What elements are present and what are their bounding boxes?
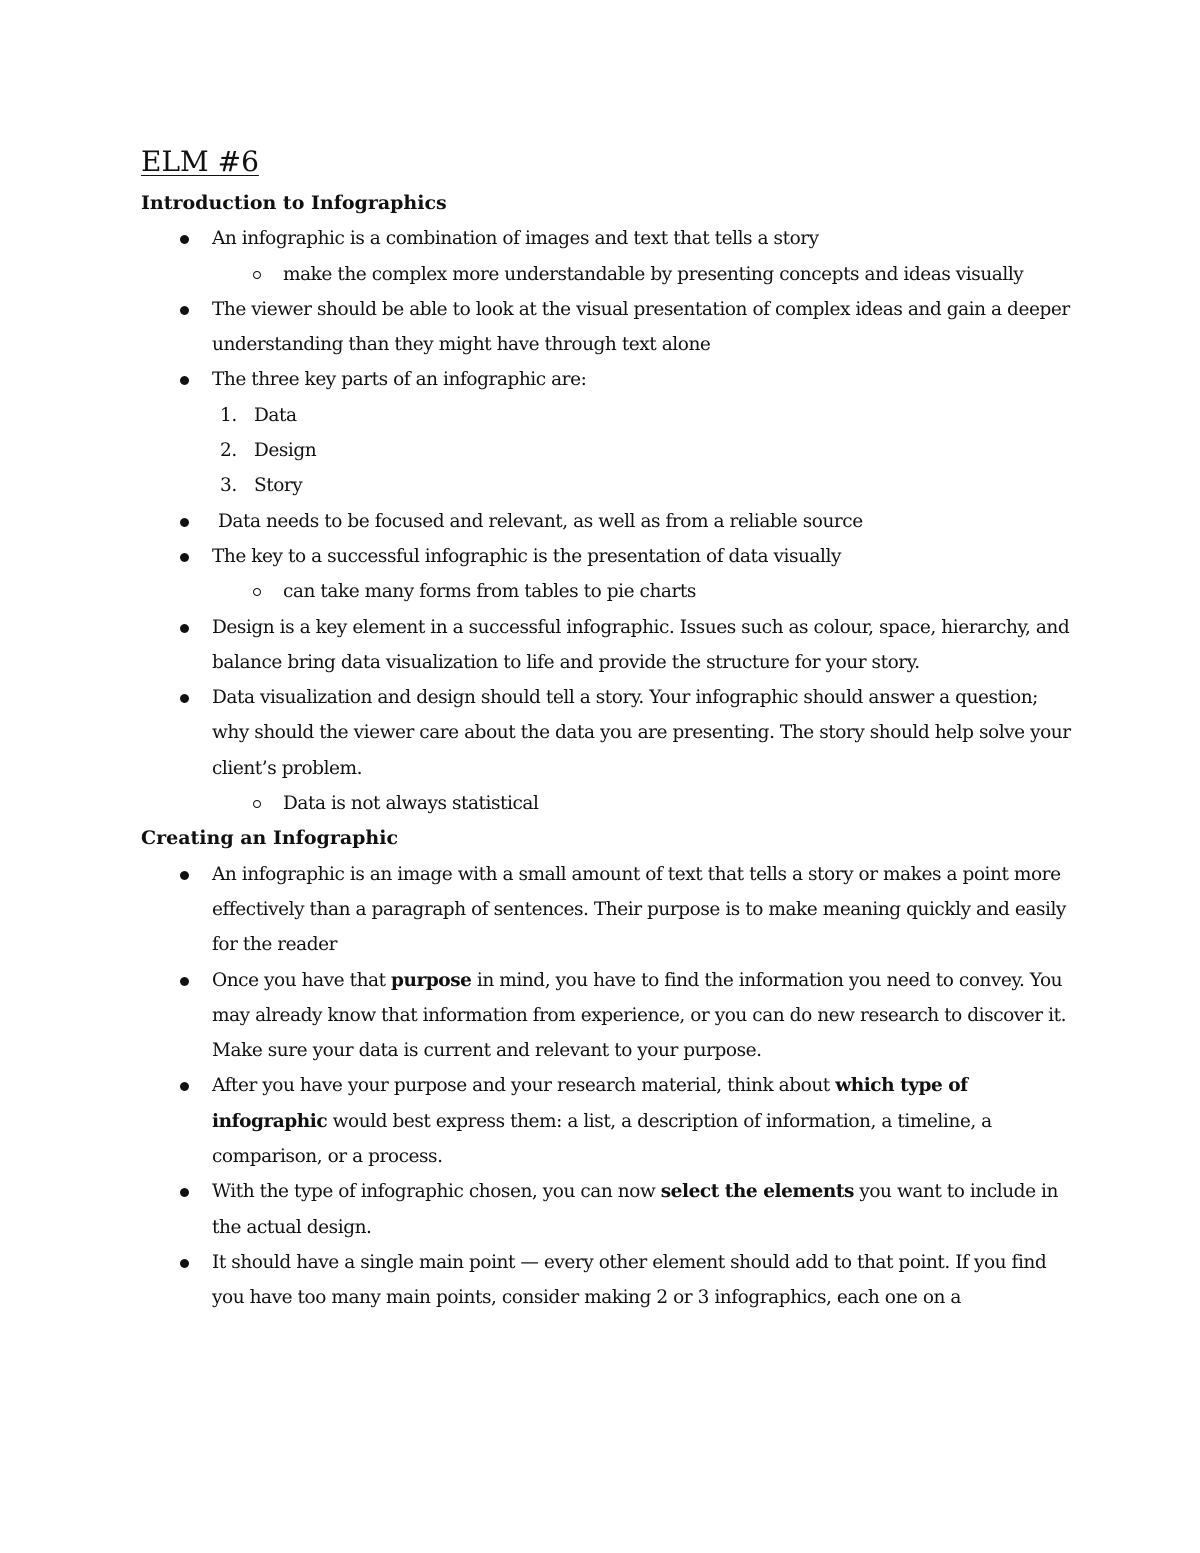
bullet-item [141, 539, 1071, 610]
list-label: Story [254, 475, 303, 497]
bullet-text: An infographic is a combination of images and text that tells a story [212, 228, 819, 250]
bullet-dot-icon [180, 871, 189, 880]
bullet-text: Design is a key element in a successful infographic. Issues such as colour, space, hierarchy, and balance bring data visualization to life and provide the structure for your story. [212, 616, 1070, 673]
bullet-dot-icon [180, 235, 189, 244]
bullet-text: The three key parts of an infographic are: [212, 369, 587, 391]
bullet-item [141, 610, 1071, 681]
bullet-dot-icon [180, 1188, 189, 1197]
bullet-dot-icon [180, 553, 189, 562]
list-label: Design [254, 440, 317, 462]
sub-bullet-item [212, 786, 1071, 821]
sub-bullet-list [212, 786, 1071, 821]
bullet-dot-icon [180, 624, 189, 633]
bullet-text-end: in mind, you have to find the information you need to convey. You may already know that information from experience, or you can do new research to discover it. Make sure your data is current and relevant to your purpose. [212, 969, 1067, 1062]
bullet-text-start: With the type of infographic chosen, you can now [212, 1181, 661, 1203]
circle-bullet-icon [253, 271, 261, 279]
bullet-text: The viewer should be able to look at the visual presentation of complex ideas and gain a deeper understanding than they might have through text alone [212, 298, 1070, 356]
bullet-item [141, 292, 1071, 363]
bullet-item [141, 1174, 1071, 1245]
introduction-bullet-list [141, 221, 1071, 821]
document-body [141, 142, 1071, 1316]
bullet-item [141, 362, 1071, 503]
bullet-dot-icon [180, 694, 189, 703]
sub-bullet-item [212, 574, 1071, 609]
bullet-dot-icon [180, 977, 189, 986]
list-number: 1. [220, 404, 237, 426]
bullet-item [141, 1245, 1071, 1316]
bullet-bold-term: select the elements [660, 1181, 854, 1203]
bullet-dot-icon [180, 1082, 189, 1091]
bullet-text: It should have a single main point — every other element should add to that point. If you find you have too many main points, consider making 2 or 3 infographics, each one on a [212, 1251, 1047, 1309]
bullet-item [141, 504, 1071, 539]
bullet-text: Data visualization and design should tell a story. Your infographic should answer a question; why should the viewer care about the data you are presenting. The story should help solve your client’s problem. [212, 687, 1071, 779]
document-title: ELM #6 [141, 145, 259, 178]
sub-bullet-text: Data is not always statistical [283, 793, 539, 815]
circle-bullet-icon [253, 588, 261, 596]
bullet-item [141, 857, 1071, 963]
sub-bullet-item [212, 257, 1071, 292]
bullet-dot-icon [180, 1259, 189, 1268]
numbered-item-story [212, 468, 1071, 503]
circle-bullet-icon [253, 800, 261, 808]
bullet-text-start: Once you have that [212, 969, 392, 991]
bullet-item [141, 680, 1071, 821]
bullet-dot-icon [180, 376, 189, 385]
bullet-item [141, 221, 1071, 292]
numbered-item-data [212, 398, 1071, 433]
bullet-bold-term: which type of infographic [212, 1075, 968, 1132]
sub-bullet-list [212, 257, 1071, 292]
list-number: 3. [220, 475, 237, 497]
section-heading-creating: Creating an Infographic [141, 827, 399, 850]
bullet-dot-icon [180, 518, 189, 527]
bullet-item [141, 963, 1071, 1069]
bullet-text: An infographic is an image with a small amount of text that tells a story or makes a point more effectively than a paragraph of sentences. Their purpose is to make meaning quickly and easily for the reader [212, 863, 1066, 956]
section-heading-introduction: Introduction to Infographics [141, 192, 447, 214]
list-label: Data [254, 404, 297, 426]
bullet-text-end: you want to include in the actual design. [212, 1181, 1058, 1238]
sub-bullet-text: can take many forms from tables to pie charts [283, 581, 696, 603]
bullet-item [141, 1068, 1071, 1174]
sub-bullet-list [212, 574, 1071, 609]
key-parts-numbered-list [212, 398, 1071, 504]
creating-bullet-list [141, 857, 1071, 1316]
sub-bullet-text: make the complex more understandable by presenting concepts and ideas visually [283, 263, 1024, 285]
bullet-text-start: After you have your purpose and your research material, think about [212, 1075, 836, 1097]
bullet-bold-term: purpose [391, 969, 472, 991]
bullet-text: The key to a successful infographic is the presentation of data visually [212, 545, 841, 567]
bullet-dot-icon [180, 306, 189, 315]
bullet-text: Data needs to be focused and relevant, as well as from a reliable source [218, 510, 863, 532]
list-number: 2. [220, 440, 237, 462]
bullet-text-end: would best express them: a list, a description of information, a timeline, a comparison, or a process. [212, 1110, 992, 1168]
numbered-item-design [212, 433, 1071, 468]
